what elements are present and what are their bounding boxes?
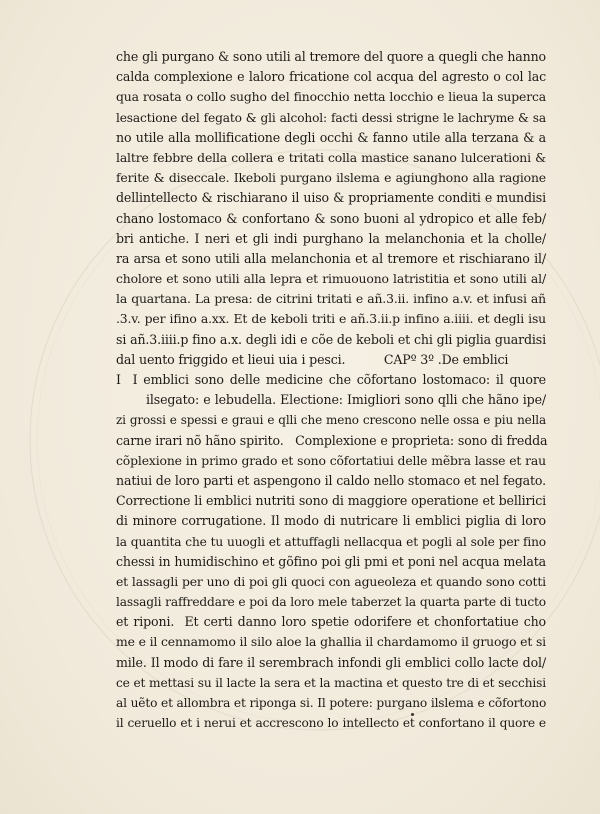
text-line: zi grossi e spessi e graui e qlli che meno crescono nelle ossa e piu nella (116, 413, 546, 428)
ink-dot (411, 713, 414, 716)
text-line: di minore corrugatione. Il modo di nutricare li emblici piglia di loro (116, 513, 546, 529)
text-line: et riponi. Et certi danno loro spetie odorifere et chonfortatiue cho (116, 614, 546, 630)
text-line: la quantita che tu uuogli et attuffagli nellacqua et pogli al sole per fino (116, 534, 546, 549)
text-line: ferite & diseccale. Ikeboli purgano ilslema e agiunghono alla ragione (116, 170, 546, 186)
text-line: carne irari nõ hãno spirito. Complexione e proprieta: sono di fredda (116, 432, 548, 448)
text-line: chessi in humidischino et gõfino poi gli pmi et poni nel acqua melata (116, 553, 546, 569)
text-line: et lassagli per uno di poi gli quoci con agueoleza et quando sono cotti (116, 573, 546, 589)
text-line: I I emblici sono delle medicine che cõfortano lostomaco: il quore (116, 372, 546, 387)
text-line: no utile alla mollificatione degli occhi & fanno utile alla terzana & a (116, 129, 546, 145)
text-line: lassagli raffreddare e poi da loro mele taberzet la quarta parte di tucto (116, 595, 546, 610)
text-line: che gli purgano & sono utili al tremore del quore a quegli che hanno (116, 49, 546, 64)
text-line: mile. Il modo di fare il serembrach infondi gli emblici collo lacte dol/ (116, 654, 546, 670)
text-line: il ceruello et i nerui et accrescono lo intellecto et confortano il quore e (116, 716, 546, 731)
text-line: cholore et sono utili alla lepra et rimuouono latristitia et sono utili al/ (116, 271, 546, 287)
text-line: dellintellecto & rischiarano il uiso & propriamente conditi e mundisi (116, 190, 546, 206)
text-line: si añ.3.iiii.p fino a.x. degli idi e cõe de keboli et chi gli piglia guardisi (116, 331, 546, 347)
text-line: laltre febbre della collera e tritati colla mastice sanano lulcerationi & (116, 149, 546, 165)
text-line: .3.v. per ifino a.xx. Et de keboli triti e añ.3.ii.p infino a.iiii. et degli isu (116, 311, 546, 327)
text-line: natiui de loro parti et aspengono il caldo nello stomaco et nel fegato. (116, 472, 546, 488)
text-line: ce et mettasi su il lacte la sera et la mactina et questo tre di et secchisi (116, 675, 546, 690)
text-line: lesactione del fegato & gli alcohol: facti dessi strigne le lachryme & sa (116, 110, 546, 125)
text-column (116, 47, 546, 733)
text-line: bri antiche. I neri et gli indi purghano la melanchonia et la cholle/ (116, 230, 546, 246)
text-line: chano lostomaco & confortano & sono buoni al ydropico et alle feb/ (116, 210, 546, 226)
text-line: ilsegato: e lebudella. Electione: Imigliori sono qlli che hãno ipe/ (146, 392, 546, 408)
text-line: al uẽto et allombra et riponga si. Il potere: purgano ilslema e cõfortono (116, 696, 547, 710)
text-line: qua rosata o collo sugho del finocchio netta locchio e lieua la superca (116, 89, 546, 105)
text-line: calda complexione e laloro fricatione col acqua del agresto o col lac (116, 69, 546, 85)
chapter-heading-line: dal uento friggido et lieui uia i pesci. CAPº 3º .De emblici (116, 351, 509, 367)
text-line: ra arsa et sono utili alla melanchonia et al tremore et rischiarano il/ (116, 250, 546, 266)
text-line: cõplexione in primo grado et sono cõfortatiui delle mẽbra lasse et rau (116, 452, 546, 468)
text-line: la quartana. La presa: de citrini tritati e añ.3.ii. infino a.v. et infusi añ (116, 291, 546, 307)
text-line: me e il cennamomo il silo aloe la ghallia il chardamomo il gruogo et si (116, 634, 546, 650)
text-line: Correctione li emblici nutriti sono di maggiore operatione et bellirici (116, 493, 546, 509)
